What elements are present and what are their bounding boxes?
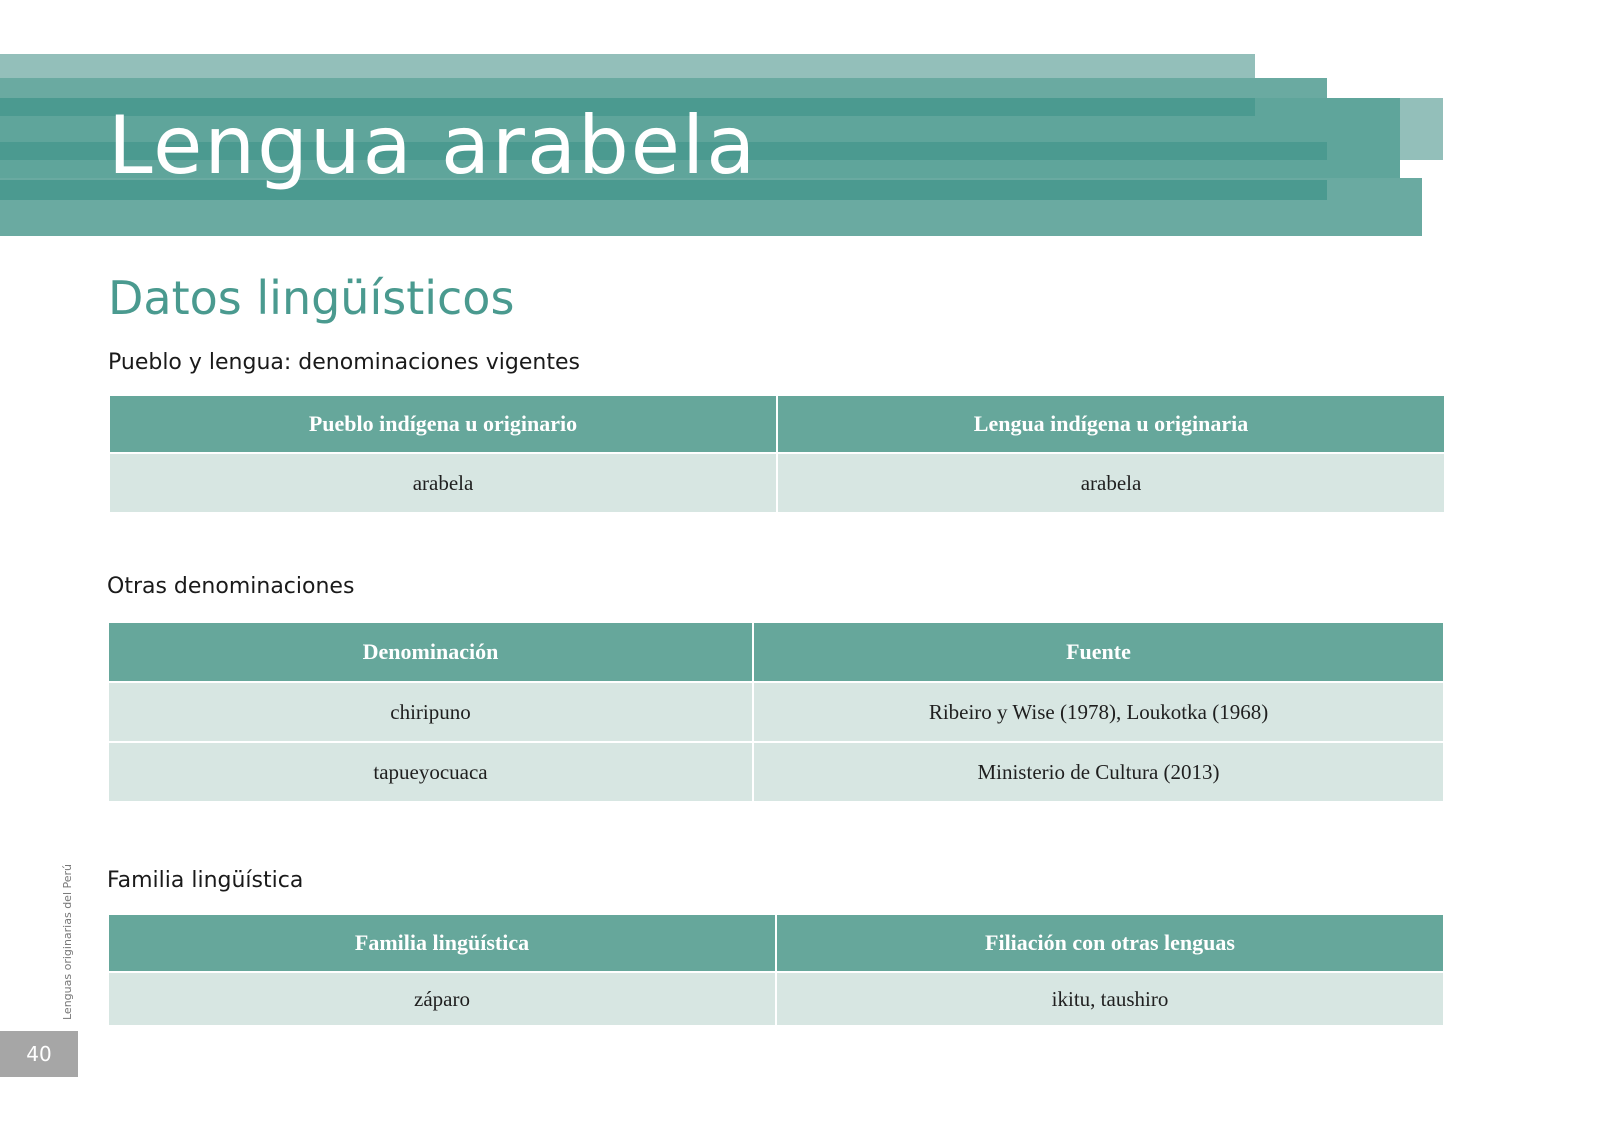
pueblo-lengua-heading: Pueblo y lengua: denominaciones vigentes xyxy=(108,350,580,375)
table-row xyxy=(109,453,1445,513)
table-cell: záparo xyxy=(108,972,776,1026)
running-title: Lenguas originarias del Perú xyxy=(61,863,74,1020)
column-header: Filiación con otras lenguas xyxy=(776,914,1444,972)
column-header: Familia lingüística xyxy=(108,914,776,972)
table-cell: ikitu, taushiro xyxy=(776,972,1444,1026)
pueblo-lengua-table xyxy=(108,394,1446,514)
column-header: Lengua indígena u originaria xyxy=(777,395,1445,453)
table-row xyxy=(108,972,1444,1026)
table-row xyxy=(108,682,1444,742)
table-cell: Ministerio de Cultura (2013) xyxy=(753,742,1444,802)
otras-table xyxy=(107,621,1445,803)
column-header: Denominación xyxy=(108,622,753,682)
table-cell: Ribeiro y Wise (1978), Loukotka (1968) xyxy=(753,682,1444,742)
column-header: Pueblo indígena u originario xyxy=(109,395,777,453)
familia-heading: Familia lingüística xyxy=(107,868,304,893)
table-cell: tapueyocuaca xyxy=(108,742,753,802)
otras-heading: Otras denominaciones xyxy=(107,574,355,599)
section-title: Datos lingüísticos xyxy=(108,271,515,325)
column-header: Fuente xyxy=(753,622,1444,682)
table-cell: arabela xyxy=(777,453,1445,513)
page-title: Lengua arabela xyxy=(108,99,758,192)
page-number: 40 xyxy=(0,1031,78,1077)
familia-table xyxy=(107,913,1445,1027)
table-cell: arabela xyxy=(109,453,777,513)
table-row xyxy=(108,742,1444,802)
table-cell: chiripuno xyxy=(108,682,753,742)
